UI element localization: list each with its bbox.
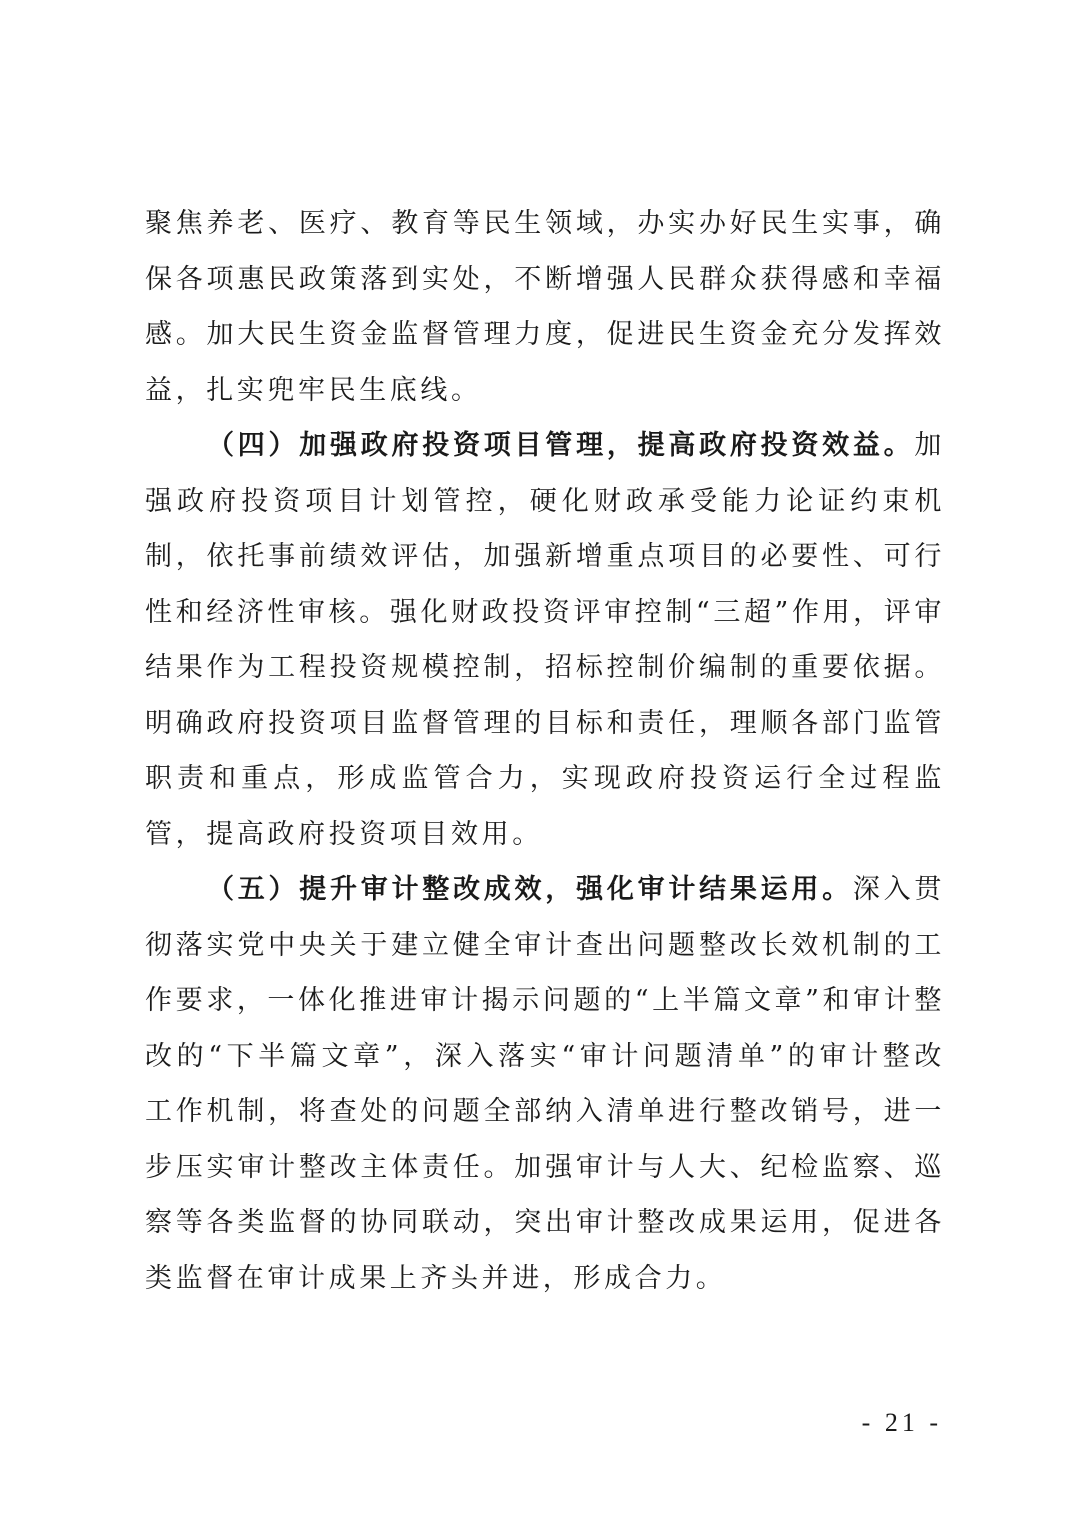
paragraph-text: 深入贯彻落实党中央关于建立健全审计查出问题整改长效机制的工作要求，一体化推进审计揭示问题的“上半篇文章”和审计整改的“下半篇文章”，深入落实“审计问题清单”的审计整改工作机制，将查处的问题全部纳入清单进行整改销号，进一步压实审计整改主体责任。加强审计与人大、纪检监察、巡察等各类监督的协同联动，突出审计整改成果运用，促进各类监督在审计成果上齐头并进，形成合力。 — [145, 874, 945, 1294]
document-body — [145, 196, 945, 1306]
paragraph-text: 加强政府投资项目计划管控，硬化财政承受能力论证约束机制，依托事前绩效评估，加强新增重点项目的必要性、可行性和经济性审核。强化财政投资评审控制“三超”作用，评审结果作为工程投资规模控制，招标控制价编制的重要依据。明确政府投资项目监督管理的目标和责任，理顺各部门监管职责和重点，形成监管合力，实现政府投资运行全过程监管，提高政府投资项目效用。 — [145, 430, 945, 850]
section-heading: （五）提升审计整改成效，强化审计结果运用。 — [207, 874, 853, 905]
paragraph-section-five — [145, 862, 945, 1306]
section-heading: （四）加强政府投资项目管理，提高政府投资效益。 — [207, 430, 915, 461]
page-number: - 21 - — [861, 1408, 942, 1437]
paragraph-text: 聚焦养老、医疗、教育等民生领域，办实办好民生实事，确保各项惠民政策落到实处，不断增强人民群众获得感和幸福感。加大民生资金监督管理力度，促进民生资金充分发挥效益，扎实兜牢民生底线。 — [145, 208, 945, 406]
paragraph-section-four — [145, 418, 945, 862]
paragraph-continued — [145, 196, 945, 418]
